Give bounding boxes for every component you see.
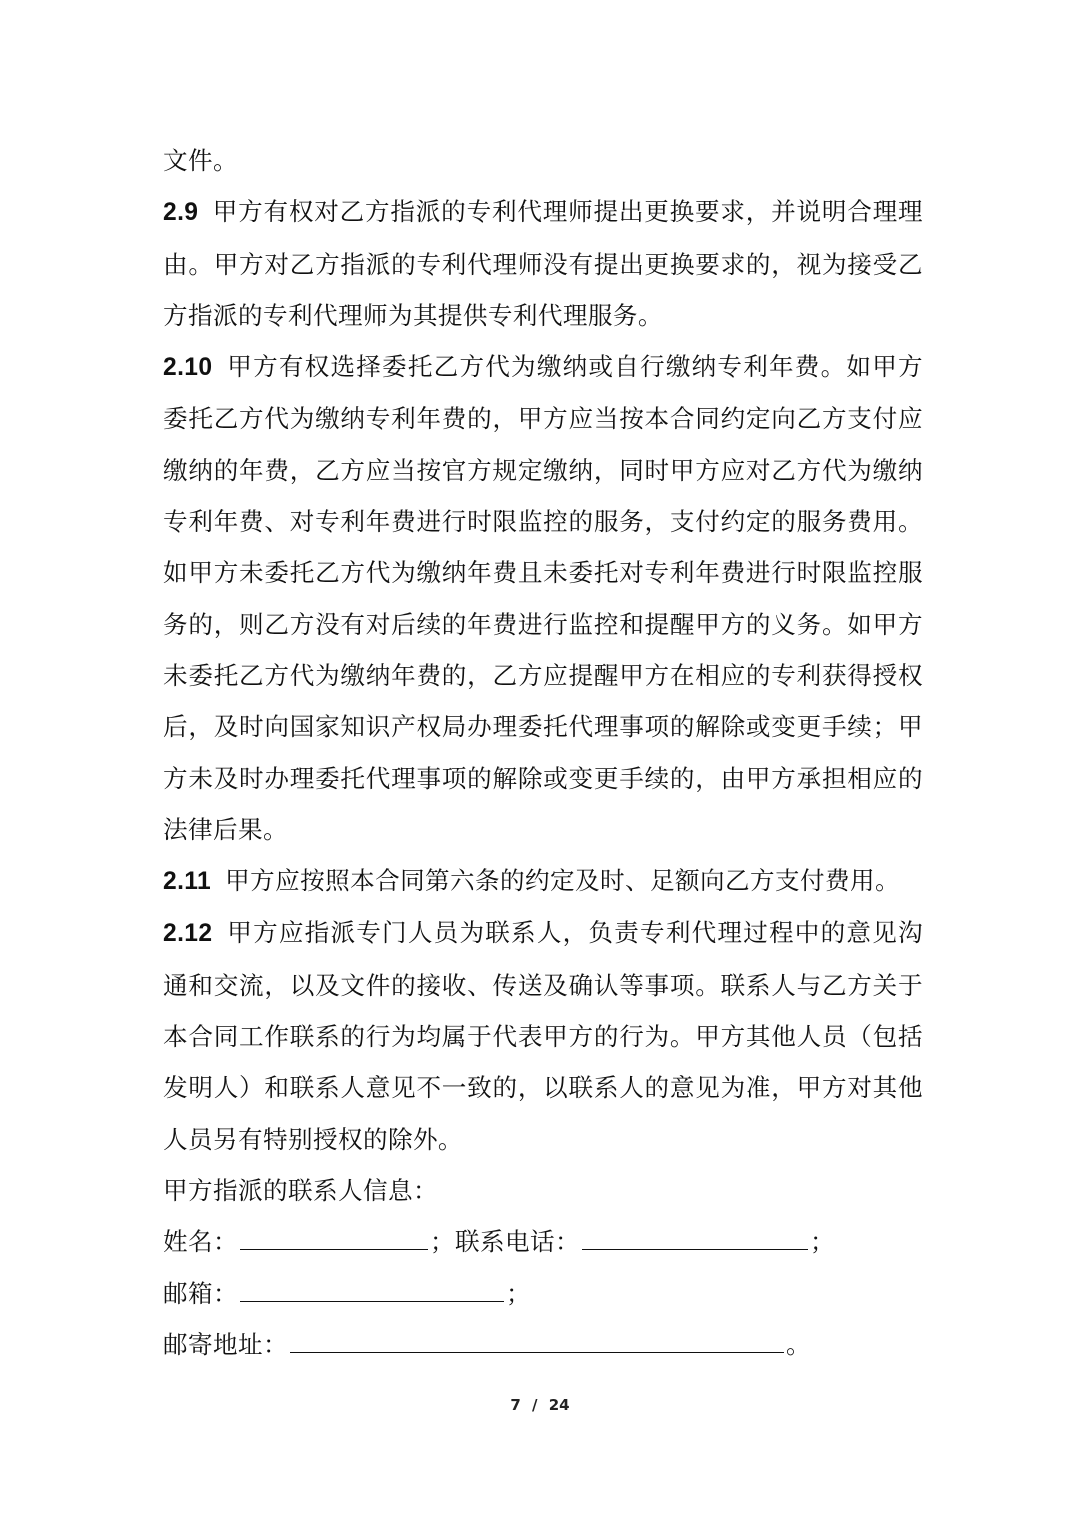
clause-number: 2.11 bbox=[163, 868, 212, 896]
clause-2-9 bbox=[163, 186, 923, 341]
clause-text: 甲方有权对乙方指派的专利代理师提出更换要求，并说明合理理由。甲方对乙方指派的专利代理师没有提出更换要求的，视为接受乙方指派的专利代理师为其提供专利代理服务。 bbox=[163, 197, 923, 330]
page-number: 7 / 24 bbox=[510, 1396, 570, 1414]
email-label: 邮箱： bbox=[163, 1278, 238, 1308]
clause-text: 甲方应指派专门人员为联系人，负责专利代理过程中的意见沟通和交流，以及文件的接收、传送及确认等事项。联系人与乙方关于本合同工作联系的行为均属于代表甲方的行为。甲方其他人员（包括发明人）和联系人意见不一致的，以联系人的意见为准，甲方对其他人员另有特别授权的除外。 bbox=[163, 918, 923, 1154]
name-blank-field[interactable] bbox=[240, 1227, 428, 1250]
clause-text: 甲方应按照本合同第六条的约定及时、足额向乙方支付费用。 bbox=[225, 866, 900, 896]
phone-label: 联系电话： bbox=[454, 1227, 580, 1257]
clause-2-11 bbox=[163, 855, 923, 907]
clause-2-10 bbox=[163, 341, 923, 855]
clause-2-12 bbox=[163, 907, 923, 1164]
contact-email-row bbox=[163, 1268, 923, 1319]
email-blank-field[interactable] bbox=[240, 1279, 504, 1302]
name-end-punct: ； bbox=[429, 1227, 455, 1257]
clause-text: 甲方有权选择委托乙方代为缴纳或自行缴纳专利年费。如甲方委托乙方代为缴纳专利年费的，甲方应当按本合同约定向乙方支付应缴纳的年费，乙方应当按官方规定缴纳，同时甲方应对乙方代为缴纳专利年费、对专利年费进行时限监控的服务，支付约定的服务费用。如甲方未委托乙方代为缴纳年费且未委托对专利年费进行时限监控服务的，则乙方没有对后续的年费进行监控和提醒甲方的义务。如甲方未委托乙方代为缴纳年费的，乙方应提醒甲方在相应的专利获得授权后，及时向国家知识产权局办理委托代理事项的解除或变更手续；甲方未及时办理委托代理事项的解除或变更手续的，由甲方承担相应的法律后果。 bbox=[163, 352, 923, 844]
contact-heading: 甲方指派的联系人信息： bbox=[163, 1175, 438, 1205]
name-label: 姓名： bbox=[163, 1227, 238, 1257]
clause-number: 2.12 bbox=[163, 920, 213, 948]
paragraph-continuation: 文件。 bbox=[163, 146, 238, 175]
contact-name-phone-row bbox=[163, 1216, 923, 1267]
clause-number: 2.9 bbox=[163, 199, 199, 227]
contract-body bbox=[163, 135, 923, 1370]
email-end-punct: ； bbox=[505, 1278, 531, 1308]
address-label: 邮寄地址： bbox=[163, 1329, 288, 1359]
phone-blank-field[interactable] bbox=[582, 1227, 808, 1250]
clause-number: 2.10 bbox=[163, 354, 213, 382]
phone-end-punct: ； bbox=[809, 1227, 835, 1257]
contact-address-row bbox=[163, 1319, 923, 1370]
address-blank-field[interactable] bbox=[290, 1330, 784, 1353]
address-end-punct: 。 bbox=[785, 1329, 811, 1359]
